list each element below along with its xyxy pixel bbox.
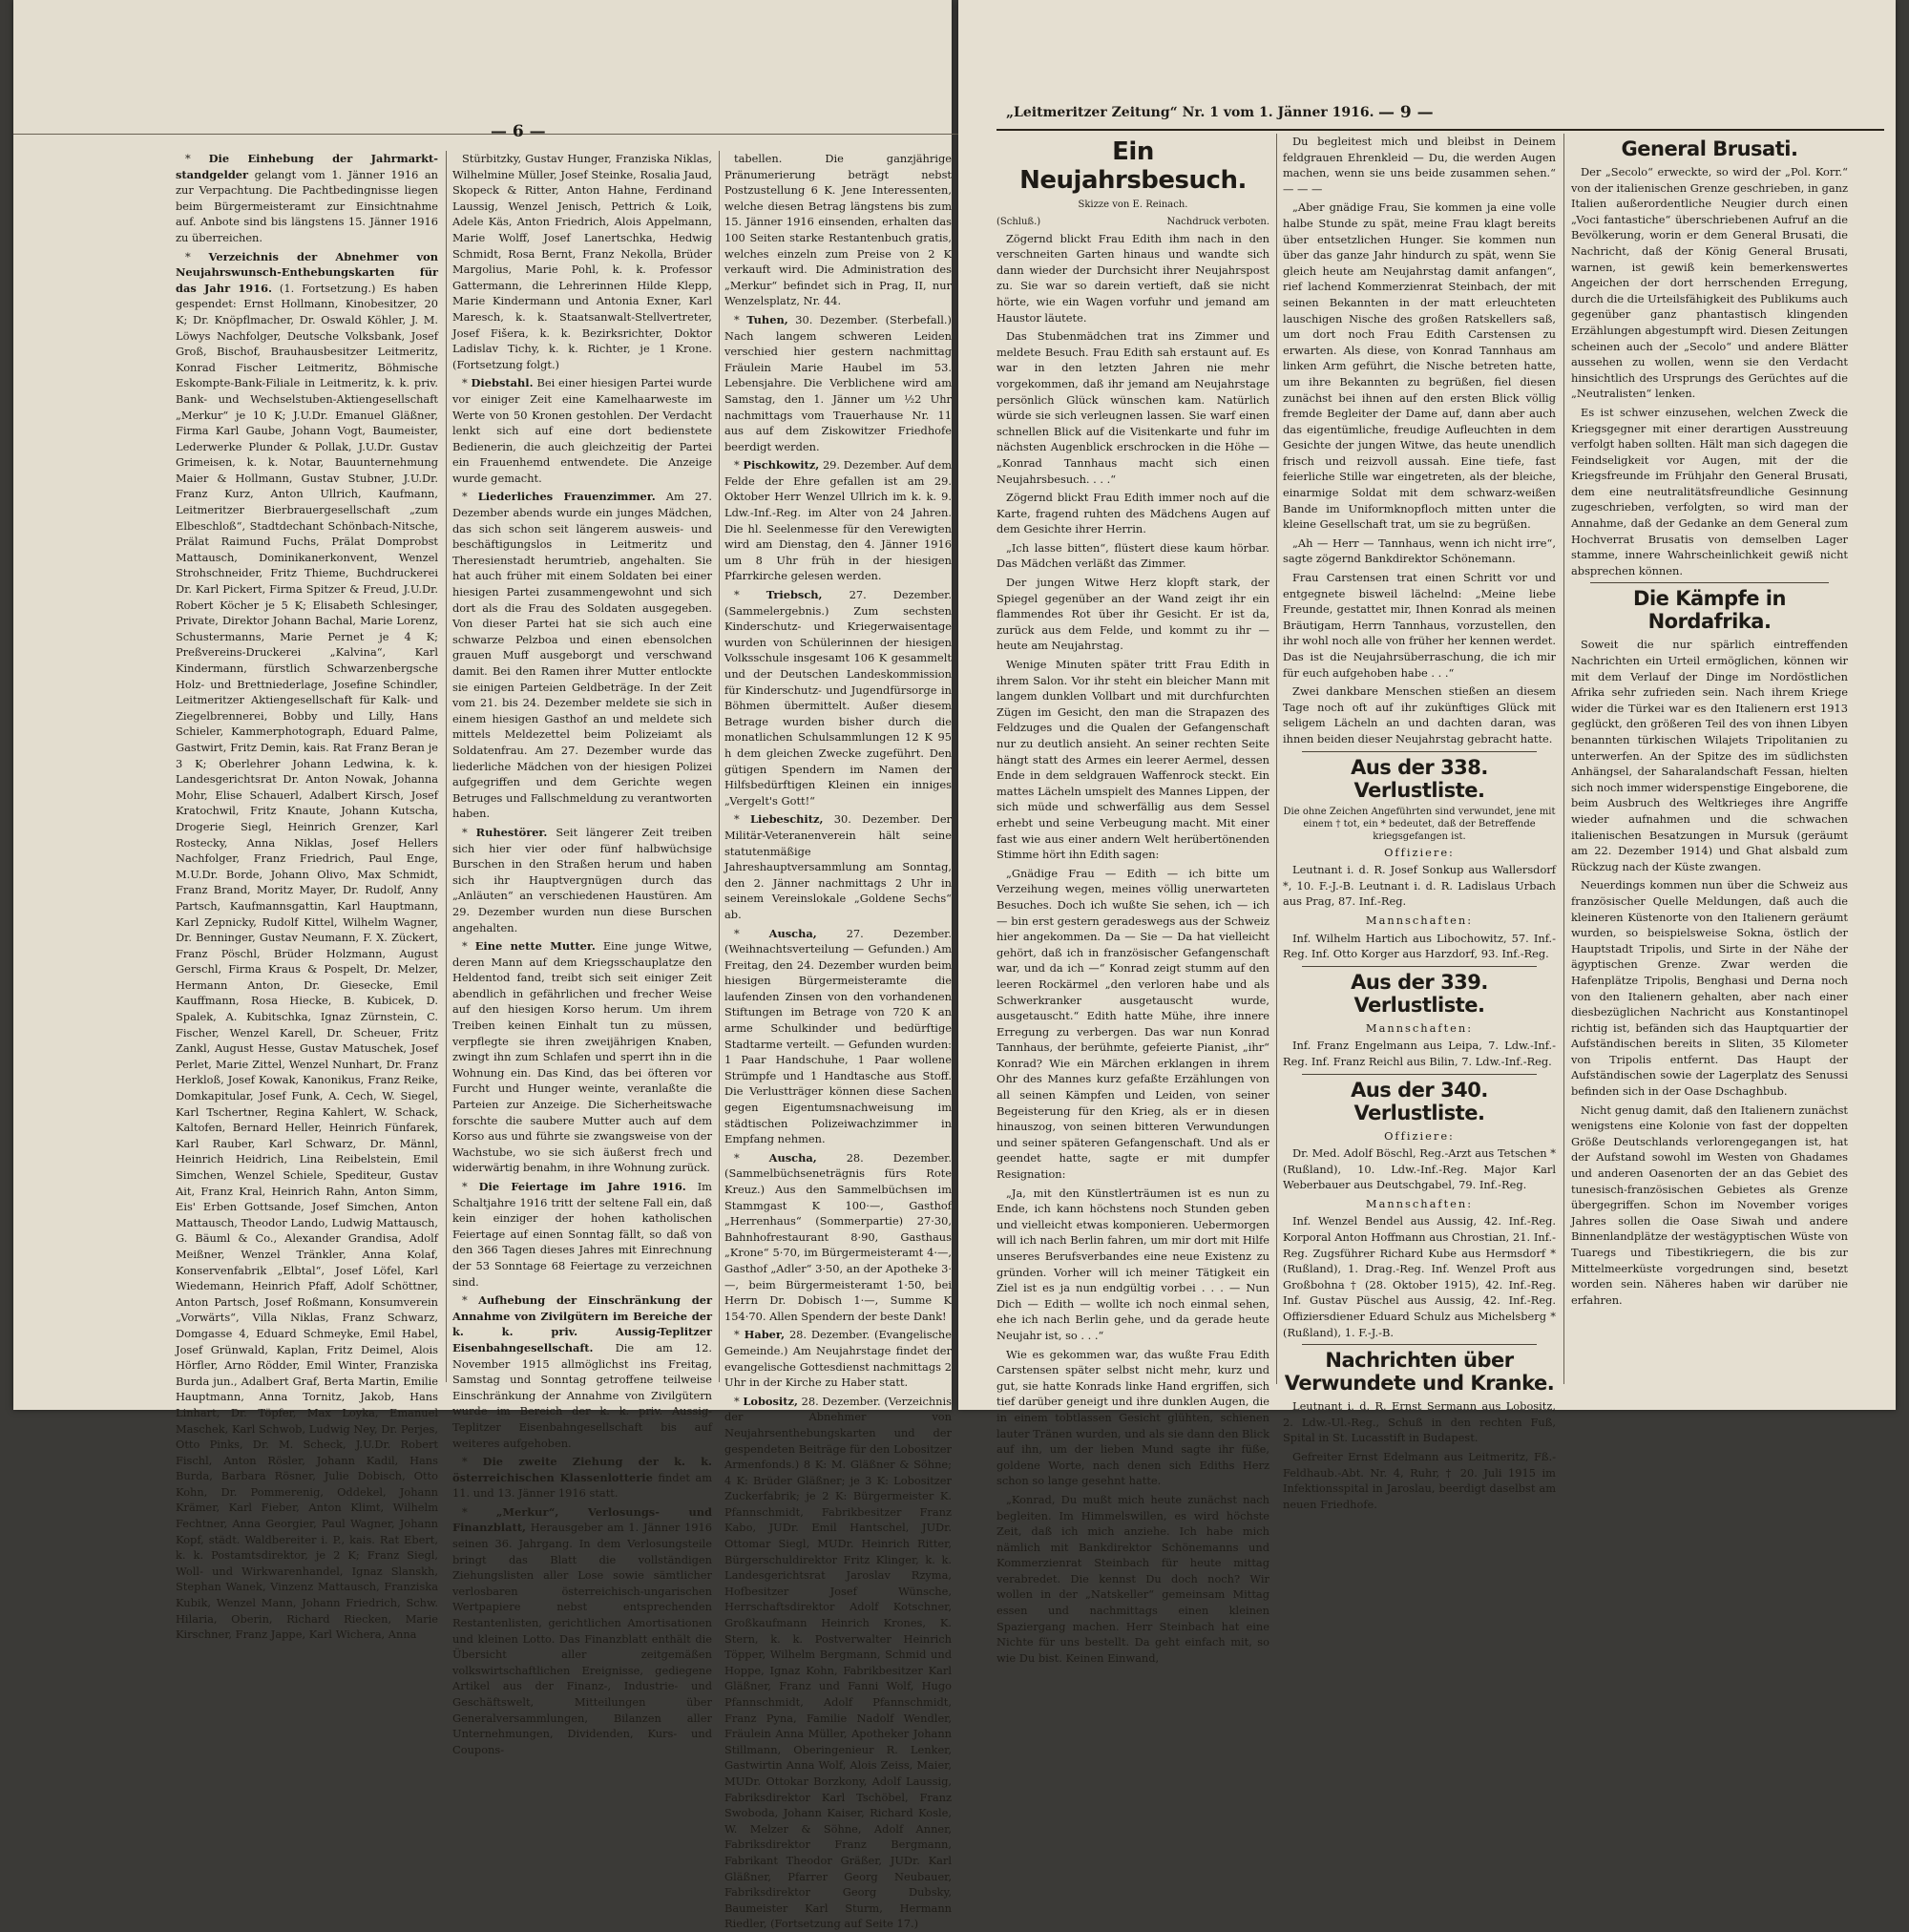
article-lead: Lobositz, <box>743 1394 798 1408</box>
article-lead: „Merkur“, Verlosungs- und Finanzblatt, <box>452 1504 712 1535</box>
article-paragraph: * Ruhestörer. Seit längerer Zeit treiben sich hier vier oder fünf halbwüchsige Burschen in den Straßen herum und haben sich ihr Hauptvergnügen durch das „Anläuten“ an verschiedenen Haustüren. Am 29. Dezember wurden nun diese Burschen angehalten. <box>452 825 712 934</box>
story-paragraph: Wenige Minuten später tritt Frau Edith in ihrem Salon. Vor ihr steht ein bleicher Mann mit langem dunklen Vollbart und mit durchfurchten Zügen im Gesicht, den man die Strapazen des Feldzuges und die Qualen der Gefangenschaft nur zu deutlich ansieht. An seiner rechten Seite hängt statt des Armes ein leerer Aermel, dessen Ende in dem seldgrauen Waffenrock steckt. Ein mattes Lächeln umspielt des Mannes Lippen, der sich müde und schwerfällig aus dem Sessel erhebt und seine Verbeugung macht. Mit einer fast wie aus einer andern Welt herübertönenden Stimme hört ihn Edith sagen: <box>996 658 1269 862</box>
article-lead: Die zweite Ziehung der k. k. österreichischen Klassenlotterie <box>452 1455 712 1484</box>
casualty-list-note: Die ohne Zeichen Angeführten sind verwundet, jene mit einem † tot, ein * bedeutet, daß der Betreffende kriegsgefangen ist. <box>1283 806 1556 842</box>
article-paragraph: * Die zweite Ziehung der k. k. österreichischen Klassenlotterie findet am 11. und 13. Jänner 1916 statt. <box>452 1455 713 1501</box>
article-lead: Diebstahl. <box>471 376 534 390</box>
article-paragraph <box>452 151 712 372</box>
article-text: 28. Dezember. (Evangelische Gemeinde.) Am Neujahrstage findet der evangelische Gottesdienst nachmittags 2 Uhr in der Kirche zu Haber statt. <box>724 1328 952 1390</box>
story-paragraph: „Ah — Herr — Tannhaus, wenn ich nicht irre“, sagte zögernd Bankdirektor Schönemann. <box>1283 536 1556 566</box>
article-paragraph: Nicht genug damit, daß den Italienern zunächst wenigstens eine Kolonie von fast der doppelten Größe Deutschlands verlorengegangen ist, hat der Aufstand sowohl im Westen von Ghadames und anderen Oasenorten der an das Gebiet des tunesisch-französischen Gebietes als Grenze übergegriffen. Schon im November voriges Jahres sollen die Oase Siwah und andere Binnenlandplätze der westägyptischen Wüste von Tuaregs und Tibestikriegern, die bis zur Mittelmeerküste vorgedrungen sind, besetzt worden sein. Näheres haben wir darüber nie erfahren. <box>1571 1102 1848 1307</box>
casualty-entries: Inf. Wenzel Bendel aus Aussig, 42. Inf.-Reg. Korporal Anton Hoffmann aus Chrostian, 21. Inf.-Reg. Zugsführer Richard Kube aus Hermsdorf * (Rußland), 1. Drag.-Reg. Inf. Wenzel Proft aus Großbohna † (28. Oktober 1915), 42. Inf.-Reg. Inf. Gustav Püschel aus Aussig, 42. Inf.-Reg. Offiziersdiener Eduard Schulz aus Michelsberg * (Rußland), 1. F.-J.-B. <box>1283 1214 1556 1339</box>
right-header-rule <box>996 129 1884 131</box>
casualty-entries: Dr. Med. Adolf Böschl, Reg.-Arzt aus Tetschen * (Rußland), 10. Ldw.-Inf.-Reg. Major Karl Weberbauer aus Deutschgabel, 79. Inf.-Reg. <box>1283 1146 1556 1192</box>
story-paragraph: Zögernd blickt Frau Edith ihm nach in den verschneiten Garten hinaus und wandte sich dann wieder der Durchsicht ihrer Neujahrspost zu. Sie war so darein vertieft, daß sie nicht hörte, wie ein Wagen vorfuhr und jemand am Haustor läutete. <box>996 231 1269 325</box>
article-headline-nordafrika: Die Kämpfe in Nordafrika. <box>1633 587 1786 634</box>
article-text: Herausgeber am 1. Jänner 1916 seinen 36. Jahrgang. In dem Verlosungsteile bringt das Blatt die vollständigen Ziehungslisten aller Lose sowie sämtlicher verlosbaren österreichisch-ungarischen Wertpapiere nebst entsprechenden Restantenlisten, gerichtlichen Amortisationen und kleinen Lotto. Das Finanzblatt enthält die Übersicht aller zeitgemäßen volkswirtschaftlichen Ereignisse, gediegene Artikel aus der Finanz-, Industrie- und Geschäftswelt, Mitteilungen über Generalversammlungen, Bilanzen aller Unternehmungen, Dividenden, Kurs- und Coupons- <box>452 1521 712 1756</box>
article-headline-brusati: General Brusati. <box>1621 137 1798 160</box>
article-paragraph: Der „Secolo“ erweckte, so wird der „Pol. Korr.“ von der italienischen Grenze geschrieben, in ganz Italien außerordentliche Neugier durch einen „Voci fantastiche“ überschriebenen Aufruf an die Bevölkerung, worin er dem General Brusati, die Nachricht, daß der König General Brusati, warnen, ist gewiß kein bemerkenswertes Angeichen der dort herrschenden Erregung, durch die die Urteilsfähigkeit des Publikums auch gegenüber ganz phantastisch klingenden Erzählungen abgestumpft wird. Diesen Zeitungen scheinen auch der „Secolo“ und andere Blätter aussehen zu wollen, wenn sie den Verdacht hinsichtlich des Ursprungs des Gerüchtes auf die „Neutralisten“ lenken. <box>1571 165 1848 401</box>
article-paragraph: * Lobositz, 28. Dezember. (Verzeichnis der Abnehmer von Neujahrsenthebungskarten und der gespendeten Beiträge für den Lobositzer Armenfonds.) 8 K: M. Gläßner & Söhne; 4 K: Brüder Gläßner; je 3 K: Lobositzer Zuckerfabrik; je 2 K: Bürgermeister K. Pfannschmidt, Fabrikbesitzer Franz Kabo, JUDr. Emil Hantschel, JUDr. Ottomar Siegl, MUDr. Heinrich Ritter, Bürgerschuldirektor Fritz Klinger, k. k. Landesgerichtsrat Jaroslav Rzyma, Hofbesitzer Josef Wünsche, Herrschaftsdirektor Adolf Kotschner, Großkaufmann Heinrich Krones, K. Stern, k. k. Postverwalter Heinrich Töpper, Wilhelm Bergmann, Schmid und Hoppe, Ignaz Kohn, Fabrikbesitzer Karl Gläßner, Franz und Fanni Wolf, Hugo Pfannschmidt, Adolf Pfannschmidt, Franz Pyna, Familie Nadolf Wendler, Fräulein Anna Müller, Apotheker Johann Stillmann, Oberingenieur R. Lenker, Gastwirtin Anna Wolf, Alois Zeiss, Maier, MUDr. Ottokar Borzkony, Adolf Laussig, Fabriksdirektor Karl Tschöbel, Franz Swoboda, Johann Kaiser, Richard Kosle, W. Melzer & Söhne, Adolf Anner, Fabriksdirektor Franz Bergmann, Fabrikant Theodor Gräßer, JUDr. Karl Gläßner, Pfarrer Georg Neubauer, Fabriksdirektor Georg Dubsky, Baumeister Karl Sturm, Hermann Riedler, (Fortsetzung auf Seite 17.) <box>724 1394 952 1931</box>
article-paragraph: * Die Einhebung der Jahrmarkt-standgelder gelangt vom 1. Jänner 1916 an zur Verpachtung. Die Pachtbedingnisse liegen beim Bürgermeisteramt zur Einsichtnahme auf. Anbote sind bis längstens 15. Jänner 1916 zu überreichen. <box>176 152 438 244</box>
left-column-divider-1 <box>446 151 447 1382</box>
article-lead: Die Einhebung der Jahrmarkt-standgelder <box>176 152 438 181</box>
left-column-3 <box>724 151 952 1931</box>
article-text: tabellen. Die ganzjährige Pränumerierung beträgt nebst Postzustellung 6 K. Jene Interessenten, welche diesen Betrag längstens bis zum 15. Jänner 1916 einsenden, erhalten das 100 Seiten starke Restantenbuch gratis, welches einzeln zum Preise von 2 K verkauft wird. Die Administration des „Merkur“ befindet sich in Prag, II, nur Wenzelsplatz, Nr. 44. <box>724 152 952 308</box>
casualty-entries: Inf. Wilhelm Hartich aus Libochowitz, 57. Inf.-Reg. Inf. Otto Korger aus Harzdorf, 93. Inf.-Reg. <box>1283 931 1556 961</box>
article-lead: Auscha, <box>768 926 817 940</box>
left-column-2 <box>452 151 713 1756</box>
article-text: (1. Fortsetzung.) Es haben gespendet: Ernst Hollmann, Kinobesitzer, 20 K; Dr. Knöpflmacher, Dr. Oswald Köhler, J. M. Löwys Nachfolger, Deutsche Volksbank, Josef Groß, Bischof, Brauhausbesitzer Leitmeritz, Konrad Fischer Leitmeritz, Böhmische Eskompte-Bank-Filiale in Leitmeritz, k. k. priv. Bank- und Wechselstuben-Aktiengesellschaft „Merkur“ je 10 K; J.U.Dr. Emanuel Gläßner, Firma Karl Gaube, Johann Vogt, Baumeister, Lederwerke Plunder & Pollak, J.U.Dr. Gustav Grimeisen, k. k. Notar, Bauunternehmung Maier & Hollmann, Gustav Stubner, J.U.Dr. Franz Kurz, Anton Ullrich, Kaufmann, Leitmeritzer Bierbrauergesellschaft „zum Elbeschloß“, Stadtdechant Schönbach-Nitsche, Prälat Raimund Fuchs, Prälat Domprobst Mattausch, Dominikanerkonvent, Wenzel Strohschneider, Fritz Thieme, Buchdruckerei Dr. Karl Pickert, Firma Spitzer & Freud, J.U.Dr. Robert Köcher je 5 K; Elisabeth Schlesinger, Private, Direktor Johann Bachal, Marie Lorenz, Schustermanns, Marie Pernet je 4 K; Preßvereins-Druckerei „Kalvina“, Karl Kindermann, fürstlich Schwarzenbergsche Holz- und Brettniederlage, Josefine Schindler, Leitmeritzer Aktiengesellschaft für Kalk- und Ziegelbrennerei, Bobby und Lilly, Hans Schieler, Kammerphotograph, Eduard Palme, Gastwirt, Fritz Demin, kais. Rat Franz Beran je 3 K; Oberlehrer Johann Ledwina, k. k. Landesgerichtsrat Dr. Anton Nowak, Johanna Mohr, Elise Schauerl, Adalbert Kirsch, Josef Kratochwil, Fritz Knaute, Johann Kutscha, Drogerie Siegl, Heinrich Grenzer, Karl Rostecky, Anna Niklas, Josef Hellers Nachfolger, Franz Friedrich, Paul Enge, M.U.Dr. Borde, Johann Olivo, Max Schmidt, Franz Brand, Moritz Mayer, Dr. Rudolf, Anny Partsch, Kaufmannsgattin, Karl Hauptmann, Karl Zepnicky, Rudolf Kittel, Wilhelm Wagner, Dr. Benninger, Gustav Neumann, F. X. Zückert, Franz Pöschl, Brüder Holzmann, August Gerschl, Firma Kraus & Pospelt, Dr. Melzer, Hermann Anton, Dr. Giesecke, Emil Kauffmann, Rosa Hiecke, B. Kubicek, D. Spalek, A. Kubitschka, Ignaz Zürnstein, C. Fischer, Wenzel Karell, Dr. Scheuer, Fritz Zankl, August Hesse, Gustav Matuschek, Josef Perlet, Marie Zittel, Wenzel Nunhart, Dr. Franz Herkloß, Josef Kowak, Kanonikus, Franz Reike, Domkapitular, Josef Funk, A. Cech, W. Siegel, Karl Tschertner, Regina Kahlert, W. Schack, Kaltofen, Bernard Heller, Heinrich Fünfarek, Karl Rauber, Karl Schwarz, Dr. Männl, Heinrich Heidrich, Lina Reibelstein, Emil Simchen, Wenzel Schiele, Spediteur, Gustav Ait, Franz Kral, Heinrich Rahn, Anton Simm, Eis' Erben Gottsande, Josef Simchen, Anton Mattausch, Theodor Lando, Ludwig Mattausch, G. Bäuml & Co., Alexander Grandisa, Adolf Meißner, Wenzel Tränkler, Anna Kolaf, Konservenfabrik „Elbtal“, Josef Löfel, Karl Wiedemann, Heinrich Pfaff, Adolf Schöttner, Anton Partsch, Josef Roßmann, Konsumverein „Vorwärts“, Villa Niklas, Franz Schwarz, Domgasse 4, Eduard Schmeyke, Emil Habel, Josef Grünwald, Kaplan, Fritz Deimel, Alois Hörfler, Arno Rödder, Emil Winter, Franziska Burda jun., Adalbert Graf, Berta Martin, Emilie Hauptmann, Anna Tornitz, Jakob, Hans Linhart, Dr. Töpfer, Max Loyka, Emanuel Maschek, Karl Schwob, Ludwig Ney, Dr. Perjes, Otto Pinks, Dr. M. Scheck, J.U.Dr. Robert Fischl, Anton Rösler, Johann Kadil, Hans Burda, Barbara Rösner, Julie Dobisch, Otto Kohn, Dr. Pommerenig, Oddekel, Johann Krämer, Karl Fieber, Anton Klimt, Wilhelm Fechtner, Anna Georgier, Paul Wagner, Johann Kopf, städt. Waldbereiter i. P., kais. Rat Ebert, k. k. Postamtsdirektor, je 2 K; Franz Siegl, Woll- und Wirkwarenhandel, Ignaz Slanskh, Stephan Wanek, Vinzenz Mattausch, Franziska Kubik, Wenzel Mann, Johann Friedrich, Schw. Hilaria, Oberin, Richard Riecken, Marie Kirschner, Franz Jappe, Karl Wichera, Anna <box>176 281 438 1642</box>
article-text: 30. Dezember. Der Militär-Veteranenverein hält seine statutenmäßige Jahreshauptversammlung am Sonntag, den 2. Jänner nachmittags 2 Uhr in seinem Vereinslokale „Goldene Sechs“ ab. <box>724 812 952 921</box>
article-paragraph: * Diebstahl. Bei einer hiesigen Partei wurde vor einiger Zeit eine Kamelhaarweste im Werte von 50 Kronen gestohlen. Der Verdacht lenkt sich auf eine dort bedienstete Bedienerin, die auch gleichzeitig der Partei ein Frauenhemd entwendete. Die Anzeige wurde gemacht. <box>452 376 712 485</box>
article-text: 28. Dezember. (Verzeichnis der Abnehmer von Neujahrsenthebungskarten und der gespendeten Beiträge für den Lobositzer Armenfonds.) 8 K: M. Gläßner & Söhne; 4 K: Brüder Gläßner; je 3 K: Lobositzer Zuckerfabrik; je 2 K: Bürgermeister K. Pfannschmidt, Fabrikbesitzer Franz Kabo, JUDr. Emil Hantschel, JUDr. Ottomar Siegl, MUDr. Heinrich Ritter, Bürgerschuldirektor Fritz Klinger, k. k. Landesgerichtsrat Jaroslav Rzyma, Hofbesitzer Josef Wünsche, Herrschaftsdirektor Adolf Kotschner, Großkaufmann Heinrich Krones, K. Stern, k. k. Postverwalter Heinrich Töpper, Wilhelm Bergmann, Schmid und Hoppe, Ignaz Kohn, Fabrikbesitzer Karl Gläßner, Franz und Fanni Wolf, Hugo Pfannschmidt, Adolf Pfannschmidt, Franz Pyna, Familie Nadolf Wendler, Fräulein Anna Müller, Apotheker Johann Stillmann, Oberingenieur R. Lenker, Gastwirtin Anna Wolf, Alois Zeiss, Maier, MUDr. Ottokar Borzkony, Adolf Laussig, Fabriksdirektor Karl Tschöbel, Franz Swoboda, Johann Kaiser, Richard Kosle, W. Melzer & Söhne, Adolf Anner, Fabriksdirektor Franz Bergmann, Fabrikant Theodor Gräßer, JUDr. Karl Gläßner, Pfarrer Georg Neubauer, Fabriksdirektor Georg Dubsky, Baumeister Karl Sturm, Hermann Riedler, (Fortsetzung auf Seite 17.) <box>724 1394 952 1931</box>
story-paragraph: Zögernd blickt Frau Edith immer noch auf die Karte, fragend ruhten des Mädchens Augen auf dem Gesichte ihrer Herrin. <box>996 491 1269 536</box>
story-notes <box>996 215 1269 231</box>
article-paragraph: * Haber, 28. Dezember. (Evangelische Gemeinde.) Am Neujahrstage findet der evangelische Gottesdienst nachmittags 2 Uhr in der Kirche zu Haber statt. <box>724 1328 952 1390</box>
section-separator <box>1302 1344 1537 1345</box>
article-lead: Eine nette Mutter. <box>474 939 596 954</box>
wounded-entry: Gefreiter Ernst Edelmann aus Leitmeritz, Fß.-Feldhaub.-Abt. Nr. 4, Ruhr, † 20. Juli 1915 im Infektionsspital in Jaroslau, beerdigt daselbst am neuen Friedhofe. <box>1283 1450 1556 1511</box>
casualty-entries: Leutnant i. d. R. Josef Sonkup aus Wallersdorf *, 10. F.-J.-B. Leutnant i. d. R. Ladislaus Urbach aus Prag, 87. Inf.-Reg. <box>1283 863 1556 909</box>
article-paragraph: * Auscha, 28. Dezember. (Sammelbüchseneträgnis fürs Rote Kreuz.) Aus den Sammelbüchsen im Stammgast K 100·—, Gasthof „Herrenhaus“ (Sommerpartie) 27·30, Bahnhofrestaurant 8·90, Gasthaus „Krone“ 5·70, im Bürgermeisteramt 4·—, Gasthof „Adler“ 3·50, an der Apotheke 3·—, beim Bürgermeisteramt 1·50, bei Herrn Dr. Dobisch 1·—, Summe K 154·70. Allen Spendern der beste Dank! <box>724 1150 952 1323</box>
story-paragraph: Das Stubenmädchen trat ins Zimmer und meldete Besuch. Frau Edith sah erstaunt auf. Es war in den letzten Jahren nie mehr vorgekommen, daß ihr jemand am Neujahrstage persönlich Glück wünschen kam. Natürlich würde sie sich verleugnen lassen. Sie warf einen schnellen Blick auf die Visitenkarte und fuhr im nächsten Augenblick erschrocken in die Höhe — „Konrad Tannhaus macht sich einen Neujahrsbesuch. . . .“ <box>996 329 1269 486</box>
article-lead: Liebeschitz, <box>749 812 824 827</box>
story-paragraph: Wie es gekommen war, das wußte Frau Edith Carstensen später selbst nicht mehr, kurz und gut, sie hatte Konrads linke Hand ergriffen, sich tief darüber geneigt und ihre dunklen Augen, die in einem tobtlassen Gesicht glühten, schienen lauter Tränen wurden, und als sie dann den Blick auf ihn, um der lieben Mund sagte ihr füße, goldene Worte, nach denen sich Ediths Herz schon so lange gesehnt hatte. <box>996 1347 1269 1488</box>
story-note-copyright: Nachdruck verboten. <box>1166 217 1269 227</box>
article-lead: Ruhestörer. <box>475 825 548 839</box>
casualty-list-headline: Aus der 338. Verlustliste. <box>1351 755 1488 802</box>
article-paragraph: * Tuhen, 30. Dezember. (Sterbefall.) Nach langem schweren Leiden verschied hier gestern nachmittag Fräulein Marie Haubel im 53. Lebensjahre. Die Verblichene wird am Samstag, den 1. Jänner um ½2 Uhr nachmittags vom Trauerhause Nr. 11 aus auf dem Ziskowitzer Friedhofe beerdigt werden. <box>724 312 952 453</box>
casualty-category: Offiziere: <box>1384 1128 1455 1143</box>
article-paragraph: Neuerdings kommen nun über die Schweiz aus französischer Quelle Meldungen, daß auch die kleineren Küstenorte von den Italienern geräumt wurden, so beispielsweise Sokna, östlich der Hauptstadt Tripolis, und Sirte in der Nähe der ägyptischen Grenze. Zwar werden die Hafenplätze Tripolis, Benghasi und Derna noch von den Italienern gehalten, aber nach einer diesbezüglichen Nachricht aus Konstantinopel richtig ist, befänden sich das Hauptquartier der Aufständischen bereits in Sliten, 35 Kilometer von Tripolis entfernt. Das Haupt der Aufständischen sowie der Lagerplatz des Senussi befinden sich in der Oase Dschaghbub. <box>1571 878 1848 1099</box>
casualty-category: Mannschaften: <box>1365 1196 1474 1210</box>
article-text: Am 27. Dezember abends wurde ein junges Mädchen, das sich schon seit längerem ausweis- und beschäftigungslos in Leitmeritz und Theresienstadt herumtrieb, angehalten. Sie hat auch früher mit einem Soldaten bei einer hiesigen Partei zusammengewohnt und sich dort als die Frau des Soldaten ausgegeben. Von dieser Partei hat sie sich auch eine schwarze Pelzboa und einen ebensolchen grauen Muff ausgeborgt und verschwand damit. Bei den Ramen ihrer Mutter entlockte sie einigen Parteien Geldbeträge. In der Zeit vom 21. bis 24. Dezember meldete sie sich in einem hiesigen Gasthof an und meldete sich mittels Meldezettel beim Polizeiamt als Soldatenfrau. Am 27. Dezember wurde das liederliche Mädchen von der hiesigen Polizei aufgegriffen und dem Gerichte wegen Betruges und Fallschmeldung zu verantworten haben. <box>452 490 712 821</box>
section-separator <box>1302 966 1537 967</box>
casualty-category: Mannschaften: <box>1365 1020 1474 1035</box>
article-text: Im Schaltjahre 1916 tritt der seltene Fall ein, daß kein einziger der hohen katholischen Feiertage auf einen Sonntag fällt, so daß von den 366 Tagen dieses Jahres mit Einrechnung der 53 Sonntage 68 Feiertage zu verzeichnen sind. <box>452 1180 712 1289</box>
casualty-category: Mannschaften: <box>1365 913 1474 927</box>
right-column-3 <box>1571 134 1848 1403</box>
article-lead: Die Feiertage im Jahre 1916. <box>478 1180 686 1193</box>
article-text: findet am 11. und 13. Jänner 1916 statt. <box>452 1470 713 1501</box>
article-lead: Haber, <box>744 1328 786 1342</box>
casualty-list-headline: Aus der 340. Verlustliste. <box>1351 1078 1488 1124</box>
section-separator <box>1302 1074 1537 1075</box>
story-paragraph: „Konrad, Du mußt mich heute zunächst nach begleiten. Im Himmelswillen, es wird höchste Zeit, daß ich mich anziehe. Ich habe mich nämlich mit Bankdirektor Schönemanns und Kommerzienrat Steinbach für heute mittag verabredet. Die kennst Du doch noch? Wir wollen in der „Natskeller“ gemeinsam Mittag essen und nachmittags einen kleinen Spaziergang machen. Herr Steinbach hat eine Nichte für uns bestellt. Da geht einfach mit, so wie Du bist. Keinen Einwand, <box>996 1492 1269 1665</box>
casualty-list-headline: Aus der 339. Verlustliste. <box>1351 970 1488 1017</box>
story-paragraph: Der jungen Witwe Herz klopft stark, der Spiegel gegenüber an der Wand zeigt ihr ein flammendes Rot über ihr Gesicht. Er ist da, zurück aus dem Felde, und kommt zu ihr — heute am Neujahrstag. <box>996 576 1269 653</box>
casualty-category: Offiziere: <box>1384 845 1455 859</box>
story-headline: Ein Neujahrsbesuch. <box>1019 137 1247 195</box>
right-column-1 <box>996 134 1269 1665</box>
article-text: 27. Dezember. (Weihnachtsverteilung — Gefunden.) Am Freitag, den 24. Dezember wurden beim hiesigen Bürgermeisteramte die laufenden Zinsen von den vorhandenen Stiftungen im Betrage von 720 K an arme Schulkinder und bedürftige Stadtarme verteilt. — Gefunden wurden: 1 Paar Handschuhe, 1 Paar wollene Strümpfe und 1 Handtasche aus Stoff. Die Verlustträger können diese Sachen gegen Eigentumsnachweisung im städtischen Polizeiwachzimmer in Empfang nehmen. <box>724 926 952 1146</box>
article-paragraph: * Eine nette Mutter. Eine junge Witwe, deren Mann auf dem Kriegsschauplatze den Heldentod fand, treibt sich seit einiger Zeit abendlich in gefährlichen und frecher Weise auf den hiesigen Korso herum. Um ihrem Treiben keinen Einhalt tun zu müssen, verpflegte sie ihren zweijährigen Knaben, zwingt ihn zum Schlafen und sperrt ihn in die Wohnung ein. Das Kind, das bei öfteren vor Furcht und Hunger weinte, veranlaßte die Parteien zur Anzeige. Die Sicherheitswache forschte die saubere Mutter auch auf dem Korso aus und führte sie zwangsweise von der Wachstube, wo sie sich äußerst frech und widerwärtig benahm, in ihre Wohnung zurück. <box>452 939 712 1175</box>
article-paragraph: * Aufhebung der Einschränkung der Annahme von Zivilgütern im Bereiche der k. k. priv. Aussig-Teplitzer Eisenbahngesellschaft. Die am 12. November 1915 allmöglichst ins Freitag, Samstag und Sonntag getroffene teilweise Einschränkung der Annahme von Zivilgütern wurde im Bereich der k. k. priv. Aussig-Teplitzer Eisenbahngesellschaft bis auf weiteres aufgehoben. <box>452 1293 713 1450</box>
left-column-1 <box>176 151 438 1642</box>
wounded-headline: Nachrichten über Verwundete und Kranke. <box>1284 1349 1555 1396</box>
article-text: Die am 12. November 1915 allmöglichst ins Freitag, Samstag und Sonntag getroffene teilweise Einschränkung der Annahme von Zivilgütern wurde im Bereich der k. k. priv. Aussig-Teplitzer Eisenbahngesellschaft bis auf weiteres aufgehoben. <box>452 1340 713 1450</box>
article-text: Seit längerer Zeit treiben sich hier vier oder fünf halbwüchsige Burschen in den Straßen herum und haben sich ihr Hauptvergnügen durch das „Anläuten“ an verschiedenen Haustüren. Am 29. Dezember wurden nun diese Burschen angehalten. <box>452 825 712 934</box>
left-newspaper-page <box>13 0 952 1931</box>
article-paragraph: * Verzeichnis der Abnehmer von Neujahrswunsch-Enthebungskarten für das Jahr 1916. (1. Fortsetzung.) Es haben gespendet: Ernst Hollmann, Kinobesitzer, 20 K; Dr. Knöpflmacher, Dr. Oswald Köhler, J. M. Löwys Nachfolger, Deutsche Volksbank, Josef Groß, Bischof, Brauhausbesitzer Leitmeritz, Konrad Fischer Leitmeritz, Böhmische Eskompte-Bank-Filiale in Leitmeritz, k. k. priv. Bank- und Wechselstuben-Aktiengesellschaft „Merkur“ je 10 K; J.U.Dr. Emanuel Gläßner, Firma Karl Gaube, Johann Vogt, Baumeister, Lederwerke Plunder & Pollak, J.U.Dr. Gustav Grimeisen, k. k. Notar, Bauunternehmung Maier & Hollmann, Gustav Stubner, J.U.Dr. Franz Kurz, Anton Ullrich, Kaufmann, Leitmeritzer Bierbrauergesellschaft „zum Elbeschloß“, Stadtdechant Schönbach-Nitsche, Prälat Raimund Fuchs, Prälat Domprobst Mattausch, Dominikanerkonvent, Wenzel Strohschneider, Fritz Thieme, Buchdruckerei Dr. Karl Pickert, Firma Spitzer & Freud, J.U.Dr. Robert Köcher je 5 K; Elisabeth Schlesinger, Private, Direktor Johann Bachal, Marie Lorenz, Schustermanns, Marie Pernet je 4 K; Preßvereins-Druckerei „Kalvina“, Karl Kindermann, fürstlich Schwarzenbergsche Holz- und Brettniederlage, Josefine Schindler, Leitmeritzer Aktiengesellschaft für Kalk- und Ziegelbrennerei, Bobby und Lilly, Hans Schieler, Kammerphotograph, Eduard Palme, Gastwirt, Fritz Demin, kais. Rat Franz Beran je 3 K; Oberlehrer Johann Ledwina, k. k. Landesgerichtsrat Dr. Anton Nowak, Johanna Mohr, Elise Schauerl, Adalbert Kirsch, Josef Kratochwil, Fritz Knaute, Johann Kutscha, Drogerie Siegl, Heinrich Grenzer, Karl Rostecky, Anna Niklas, Josef Hellers Nachfolger, Franz Friedrich, Paul Enge, M.U.Dr. Borde, Johann Olivo, Max Schmidt, Franz Brand, Moritz Mayer, Dr. Rudolf, Anny Partsch, Kaufmannsgattin, Karl Hauptmann, Karl Zepnicky, Rudolf Kittel, Wilhelm Wagner, Dr. Benninger, Gustav Neumann, F. X. Zückert, Franz Pöschl, Brüder Holzmann, August Gerschl, Firma Kraus & Pospelt, Dr. Melzer, Hermann Anton, Dr. Giesecke, Emil Kauffmann, Rosa Hiecke, B. Kubicek, D. Spalek, A. Kubitschka, Ignaz Zürnstein, C. Fischer, Wenzel Karell, Dr. Scheuer, Fritz Zankl, August Hesse, Gustav Matuschek, Josef Perlet, Marie Zittel, Wenzel Nunhart, Dr. Franz Herkloß, Josef Kowak, Kanonikus, Franz Reike, Domkapitular, Josef Funk, A. Cech, W. Siegel, Karl Tschertner, Regina Kahlert, W. Schack, Kaltofen, Bernard Heller, Heinrich Fünfarek, Karl Rauber, Karl Schwarz, Dr. Männl, Heinrich Heidrich, Lina Reibelstein, Emil Simchen, Wenzel Schiele, Spediteur, Gustav Ait, Franz Kral, Heinrich Rahn, Anton Simm, Eis' Erben Gottsande, Josef Simchen, Anton Mattausch, Theodor Lando, Ludwig Mattausch, G. Bäuml & Co., Alexander Grandisa, Adolf Meißner, Wenzel Tränkler, Anna Kolaf, Konservenfabrik „Elbtal“, Josef Löfel, Karl Wiedemann, Heinrich Pfaff, Adolf Schöttner, Anton Partsch, Josef Roßmann, Konsumverein „Vorwärts“, Villa Niklas, Franz Schwarz, Domgasse 4, Eduard Schmeyke, Emil Habel, Josef Grünwald, Kaplan, Fritz Deimel, Alois Hörfler, Arno Rödder, Emil Winter, Franziska Burda jun., Adalbert Graf, Berta Martin, Emilie Hauptmann, Anna Tornitz, Jakob, Hans Linhart, Dr. Töpfer, Max Loyka, Emanuel Maschek, Karl Schwob, Ludwig Ney, Dr. Perjes, Otto Pinks, Dr. M. Scheck, J.U.Dr. Robert Fischl, Anton Rösler, Johann Kadil, Hans Burda, Barbara Rösner, Julie Dobisch, Otto Kohn, Dr. Pommerenig, Oddekel, Johann Krämer, Karl Fieber, Anton Klimt, Wilhelm Fechtner, Anna Georgier, Paul Wagner, Johann Kopf, städt. Waldbereiter i. P., kais. Rat Ebert, k. k. Postamtsdirektor, je 2 K; Franz Siegl, Woll- und Wirkwarenhandel, Ignaz Slanskh, Stephan Wanek, Vinzenz Mattausch, Franziska Kubik, Wenzel Mann, Johann Friedrich, Schw. Hilaria, Oberin, Richard Riecken, Marie Kirschner, Franz Jappe, Karl Wichera, Anna <box>176 249 438 1642</box>
article-text: 27. Dezember. (Sammelergebnis.) Zum sechsten Kinderschutz- und Kriegerwaisentage wurden von Schülerinnen der hiesigen Volksschule insgesamt 106 K gesammelt und der Deutschen Landeskommission für Kinderschutz- und Jugendfürsorge in Böhmen übermittelt. Außer diesem Betrage wurden bisher durch die monatlichen Schulsammlungen 12 K 95 h dem gleichen Zwecke zugeführt. Den gütigen Spendern im Namen der Hilfsbedürftigen Kleinen ein inniges „Vergelt's Gott!“ <box>724 588 952 808</box>
right-column-2 <box>1283 134 1556 1511</box>
article-paragraph: * Die Feiertage im Jahre 1916. Im Schaltjahre 1916 tritt der seltene Fall ein, daß kein einziger der hohen katholischen Feiertage auf einen Sonntag fällt, so daß von den 366 Tagen dieses Jahres mit Einrechnung der 53 Sonntage 68 Feiertage zu verzeichnen sind. <box>452 1180 712 1289</box>
article-paragraph: Es ist schwer einzusehen, welchen Zweck die Kriegsgegner mit einer derartigen Ausstreuung verfolgt haben sollten. Hält man sich dagegen die Feindseligkeit vor Augen, mit der die Kriegsfreunde im Frühjahr den General Brusati, dem eine neutralitätsfreundliche Gesinnung zugeschrieben, verfolgten, so wird man der Annahme, daß der Gedanke an dem General zum Hochverrat Brusatis von demselben Lager stamme, innere Wahrscheinlichkeit gewiß nicht absprechen können. <box>1571 405 1848 578</box>
story-paragraph: „Aber gnädige Frau, Sie kommen ja eine volle halbe Stunde zu spät, meine Frau klagt bereits über entsetzlichen Hunger. Sie kommen nun über das ganze Jahr hindurch zu spät, wenn Sie gleich heute am Neujahrstag damit anfangen“, rief lachend Kommerzienrat Steinbach, der mit seinen Bekannten in der matt erleuchteten lauschigen Nische des großen Ratskellers saß, um dort noch Frau Edith Carstensen zu erwarten. Als diese, von Konrad Tannhaus am linken Arm geführt, die Nische betreten hatte, um ihre Bekannten zu begrüßen, fiel diesen zunächst bei ihnen auf den ersten Blick völlig fremde Begleiter der Dame auf, dann aber auch das eigentümliche, freudige Aufleuchten in dem Gesichte der jungen Witwe, das heute unendlich frisch und reizvoll aussah. Eine tiefe, fast feierliche Stille war eingetreten, als der bleiche, einarmige Soldat mit dem schwarz-weißen Bande im Uniformknopfloch mitten unter die kleine Gesellschaft trat, um sie zu begrüßen. <box>1283 200 1556 532</box>
casualty-entries: Inf. Franz Engelmann aus Leipa, 7. Ldw.-Inf.-Reg. Inf. Franz Reichl aus Bilin, 7. Ldw.-Inf.-Reg. <box>1283 1039 1556 1068</box>
article-text: Bei einer hiesigen Partei wurde vor einiger Zeit eine Kamelhaarweste im Werte von 50 Kronen gestohlen. Der Verdacht lenkt sich auf eine dort bedienstete Bedienerin, die auch gleichzeitig der Partei ein Frauenhemd entwendete. Die Anzeige wurde gemacht. <box>452 376 712 485</box>
right-column-divider-1 <box>1276 134 1277 1384</box>
article-text: 28. Dezember. (Sammelbüchseneträgnis fürs Rote Kreuz.) Aus den Sammelbüchsen im Stammgast K 100·—, Gasthof „Herrenhaus“ (Sommerpartie) 27·30, Bahnhofrestaurant 8·90, Gasthaus „Krone“ 5·70, im Bürgermeisteramt 4·—, Gasthof „Adler“ 3·50, an der Apotheke 3·—, beim Bürgermeisteramt 1·50, bei Herrn Dr. Dobisch 1·—, Summe K 154·70. Allen Spendern der beste Dank! <box>724 1150 952 1323</box>
article-lead: Triebsch, <box>766 588 823 602</box>
article-text: 30. Dezember. (Sterbefall.) Nach langem schweren Leiden verschied hier gestern nachmittag Fräulein Marie Haubel im 53. Lebensjahre. Die Verblichene wird am Samstag, den 1. Jänner um ½2 Uhr nachmittags vom Trauerhause Nr. 11 aus auf dem Ziskowitzer Friedhofe beerdigt werden. <box>724 312 952 453</box>
article-lead: Liederliches Frauenzimmer. <box>477 490 656 504</box>
right-page-number: — 9 — <box>1378 103 1434 122</box>
story-byline: Skizze von E. Reinach. <box>1078 200 1188 210</box>
article-paragraph: * Triebsch, 27. Dezember. (Sammelergebnis.) Zum sechsten Kinderschutz- und Kriegerwaisentage wurden von Schülerinnen der hiesigen Volksschule insgesamt 106 K gesammelt und der Deutschen Landeskommission für Kinderschutz- und Jugendfürsorge in Böhmen übermittelt. Außer diesem Betrage wurden bisher durch die monatlichen Schulsammlungen 12 K 95 h dem gleichen Zwecke zugeführt. Den gütigen Spendern im Namen der Hilfsbedürftigen Kleinen ein inniges „Vergelt's Gott!“ <box>724 588 952 808</box>
story-paragraph: „Ich lasse bitten“, flüstert diese kaum hörbar. Das Mädchen verläßt das Zimmer. <box>996 540 1269 571</box>
article-paragraph: * Liebeschitz, 30. Dezember. Der Militär-Veteranenverein hält seine statutenmäßige Jahreshauptversammlung am Sonntag, den 2. Jänner nachmittags 2 Uhr in seinem Vereinslokale „Goldene Sechs“ ab. <box>724 812 952 921</box>
left-column-divider-2 <box>719 151 720 1382</box>
section-separator <box>1302 751 1537 752</box>
article-lead: Tuhen, <box>746 312 788 326</box>
article-text: Stürbitzky, Gustav Hunger, Franziska Niklas, Wilhelmine Müller, Josef Steinke, Rosalia Jaud, Skopeck & Ritter, Anton Hahne, Ferdinand Laussig, Wenzel Jenisch, Pettrich & Loik, Adele Käs, Anton Friedrich, Alois Appelmann, Marie Wolff, Josef Lanertschka, Hedwig Schmidt, Rosa Bernt, Franz Nekolla, Brüder Margolius, Marie Pohl, k. k. Professor Gattermann, die Lehrerinnen Hilde Klepp, Marie Kindermann und Antonia Exner, Karl Maresch, k. k. Staatsanwalt-Stellvertreter, Josef Fišera, k. k. Bezirksrichter, Doktor Ladislav Tichy, k. k. Richter, je 1 Krone. (Fortsetzung folgt.) <box>452 152 712 371</box>
article-paragraph <box>724 151 952 309</box>
article-text: 29. Dezember. Auf dem Felde der Ehre gefallen ist am 29. Oktober Herr Wenzel Ullrich im k. k. 9. Ldw.-Inf.-Reg. im Alter von 24 Jahren. Die hl. Seelenmesse für den Verewigten wird am Dienstag, den 4. Jänner 1916 um 8 Uhr früh in der hiesigen Pfarrkirche gelesen werden. <box>724 458 952 583</box>
wounded-entry: Leutnant i. d. R. Ernst Sermann aus Lobositz, 2. Ldw.-Ul.-Reg., Schuß in den rechten Fuß, Spital in St. Lucasstift in Budapest. <box>1283 1399 1556 1445</box>
story-paragraph: „Gnädige Frau — Edith — ich bitte um Verzeihung wegen, meines völlig unerwarteten Besuches. Doch ich wußte Sie sehen, ich — ich — bin erst gestern geradeswegs aus der Schweiz hier angekommen. Da — Sie — Da hat vielleicht gehört, daß ich in französischer Gefangenschaft war, und da ich —“ Konrad zeigt stumm auf den leeren Rockärmel „den verloren habe und als Schwerkranker ausgetauscht wurde, ausgetauscht.“ Edith hatte Mühe, ihre innere Erregung zu verbergen. Das war nun Konrad Tannhaus, der berühmte, gefeierte Pianist, „ihr“ Konrad? Wie ein Märchen erklangen in ihrem Ohr des Mannes kurz gefaßte Erzählungen von all seinen Kämpfen und Leiden, von seiner Begeisterung für den Krieg, als er in diesen hinauszog, von seinen bitteren Verwundungen und seiner späteren Gefangenschaft. Und als er geendet hatte, sagte er mit dumpfer Resignation: <box>996 866 1269 1182</box>
story-paragraph: Frau Carstensen trat einen Schritt vor und entgegnete bisweil lächelnd: „Meine liebe Freunde, gestattet mir, Ihnen Konrad als meinen Bräutigam, Herrn Tannhaus, vorzustellen, den ihr wohl noch alle von früher her kennen werdet. Das ist die Neujahrsüberraschung, die ich mir für euch aufgehoben habe . . .“ <box>1283 571 1556 680</box>
story-paragraph: „Ja, mit den Künstlerträumen ist es nun zu Ende, ich kann höchstens noch Stunden geben und vielleicht etwas komponieren. Uebermorgen will ich nach Berlin fahren, um mir dort mit Hilfe unseres Berufsverbandes eine neue Existenz zu gründen. Vorher will ich meiner Tätigkeit ein Ziel ist es ja nun endgültig vorbei . . . — Nun Dich — Edith — wollte ich noch einmal sehen, ehe ich nach Berlin gehe, und da gerade heute Neujahr ist, so . . .“ <box>996 1186 1269 1342</box>
article-paragraph: * „Merkur“, Verlosungs- und Finanzblatt, Herausgeber am 1. Jänner 1916 seinen 36. Jahrgang. In dem Verlosungsteile bringt das Blatt die vollständigen Ziehungslisten aller Lose sowie sämtlicher verlosbaren österreichisch-ungarischen Wertpapiere nebst entsprechenden Restantenlisten, gerichtlichen Amortisationen und kleinen Lotto. Das Finanzblatt enthält die Übersicht aller zeitgemäßen volkswirtschaftlichen Ereignisse, gediegene Artikel aus der Finanz-, Industrie- und Geschäftswelt, Mitteilungen über Generalversammlungen, Bilanzen aller Unternehmungen, Dividenden, Kurs- und Coupons- <box>452 1504 712 1756</box>
article-lead: Aufhebung der Einschränkung der Annahme von Zivilgütern im Bereiche der k. k. priv. Aussig-Teplitzer Eisenbahngesellschaft. <box>452 1293 712 1354</box>
article-paragraph: * Liederliches Frauenzimmer. Am 27. Dezember abends wurde ein junges Mädchen, das sich schon seit längerem ausweis- und beschäftigungslos in Leitmeritz und Theresienstadt herumtrieb, angehalten. Sie hat auch früher mit einem Soldaten bei einer hiesigen Partei zusammengewohnt und sich dort als die Frau des Soldaten ausgegeben. Von dieser Partei hat sie sich auch eine schwarze Pelzboa und einen ebensolchen grauen Muff ausgeborgt und verschwand damit. Bei den Ramen ihrer Mutter entlockte sie einigen Parteien Geldbeträge. In der Zeit vom 21. bis 24. Dezember meldete sie sich in einem hiesigen Gasthof an und meldete sich mittels Meldezettel beim Polizeiamt als Soldatenfrau. Am 27. Dezember wurde das liederliche Mädchen von der hiesigen Polizei aufgegriffen und dem Gerichte wegen Betruges und Fallschmeldung zu verantworten haben. <box>452 490 712 821</box>
left-page-number: — 6 — <box>491 122 546 141</box>
article-paragraph: Soweit die nur spärlich eintreffenden Nachrichten ein Urteil ermöglichen, können wir mit dem Verlauf der Dinge im Nordöstlichen Afrika sehr zufrieden sein. Nach ihrem Kriege wider die Türkei war es den Italienern erst 1913 geglückt, den größeren Teil des von ihnen Libyen benannten türkischen Wilajets Tripolitanien zu unterwerfen. An der Spitze des im südlichsten Anhängsel, der Saharalandschaft Fessan, hielten sich noch immer widerspenstige Eingeborene, die beim Ausbruch des Weltkrieges ihre Angriffe wieder aufnahmen und die schwachen italienischen Besatzungen in Mursuk (geräumt am 22. Dezember 1914) und Ghat alsbald zum Rückzug nach der Küste zwangen. <box>1571 638 1848 873</box>
right-column-divider-2 <box>1563 134 1564 1384</box>
masthead: „Leitmeritzer Zeitung“ Nr. 1 vom 1. Jänner 1916. <box>1006 105 1374 120</box>
story-paragraph: Du begleitest mich und bleibst in Deinem feldgrauen Ehrenkleid — Du, die werden Augen machen, wenn sie uns beide zusammen sehen.“ — — — <box>1283 135 1556 196</box>
article-text: Eine junge Witwe, deren Mann auf dem Kriegsschauplatze den Heldentod fand, treibt sich seit einiger Zeit abendlich in gefährlichen und frecher Weise auf den hiesigen Korso herum. Um ihrem Treiben keinen Einhalt tun zu müssen, verpflegte sie ihren zweijährigen Knaben, zwingt ihn zum Schlafen und sperrt ihn in die Wohnung ein. Das Kind, das bei öfteren vor Furcht und Hunger weinte, veranlaßte die Parteien zur Anzeige. Die Sicherheitswache forschte die saubere Mutter auch auf dem Korso aus und führte sie zwangsweise von der Wachstube, wo sie sich äußerst frech und widerwärtig benahm, in ihre Wohnung zurück. <box>452 939 712 1175</box>
article-lead: Auscha, <box>768 1150 817 1165</box>
story-note-continued: (Schluß.) <box>996 217 1041 227</box>
section-separator <box>1590 582 1829 583</box>
article-lead: Verzeichnis der Abnehmer von Neujahrswunsch-Enthebungskarten für das Jahr 1916. <box>176 249 438 295</box>
article-paragraph: * Pischkowitz, 29. Dezember. Auf dem Felde der Ehre gefallen ist am 29. Oktober Herr Wenzel Ullrich im k. k. 9. Ldw.-Inf.-Reg. im Alter von 24 Jahren. Die hl. Seelenmesse für den Verewigten wird am Dienstag, den 4. Jänner 1916 um 8 Uhr früh in der hiesigen Pfarrkirche gelesen werden. <box>724 458 952 583</box>
article-lead: Pischkowitz, <box>743 458 820 472</box>
story-paragraph: Zwei dankbare Menschen stießen an diesem Tage noch oft auf ihr zukünftiges Glück mit seligem Lächeln an und dachten daran, was ihnen beiden dieser Neujahrstag gebracht hatte. <box>1283 684 1556 746</box>
article-text: gelangt vom 1. Jänner 1916 an zur Verpachtung. Die Pachtbedingnisse liegen beim Bürgermeisteramt zur Einsichtnahme auf. Anbote sind bis längstens 15. Jänner 1916 zu überreichen. <box>176 167 438 244</box>
right-newspaper-page <box>958 0 1896 1665</box>
article-paragraph: * Auscha, 27. Dezember. (Weihnachtsverteilung — Gefunden.) Am Freitag, den 24. Dezember wurden beim hiesigen Bürgermeisteramte die laufenden Zinsen von den vorhandenen Stiftungen im Betrage von 720 K an arme Schulkinder und bedürftige Stadtarme verteilt. — Gefunden wurden: 1 Paar Handschuhe, 1 Paar wollene Strümpfe und 1 Handtasche aus Stoff. Die Verlustträger können diese Sachen gegen Eigentumsnachweisung im städtischen Polizeiwachzimmer in Empfang nehmen. <box>724 926 952 1146</box>
